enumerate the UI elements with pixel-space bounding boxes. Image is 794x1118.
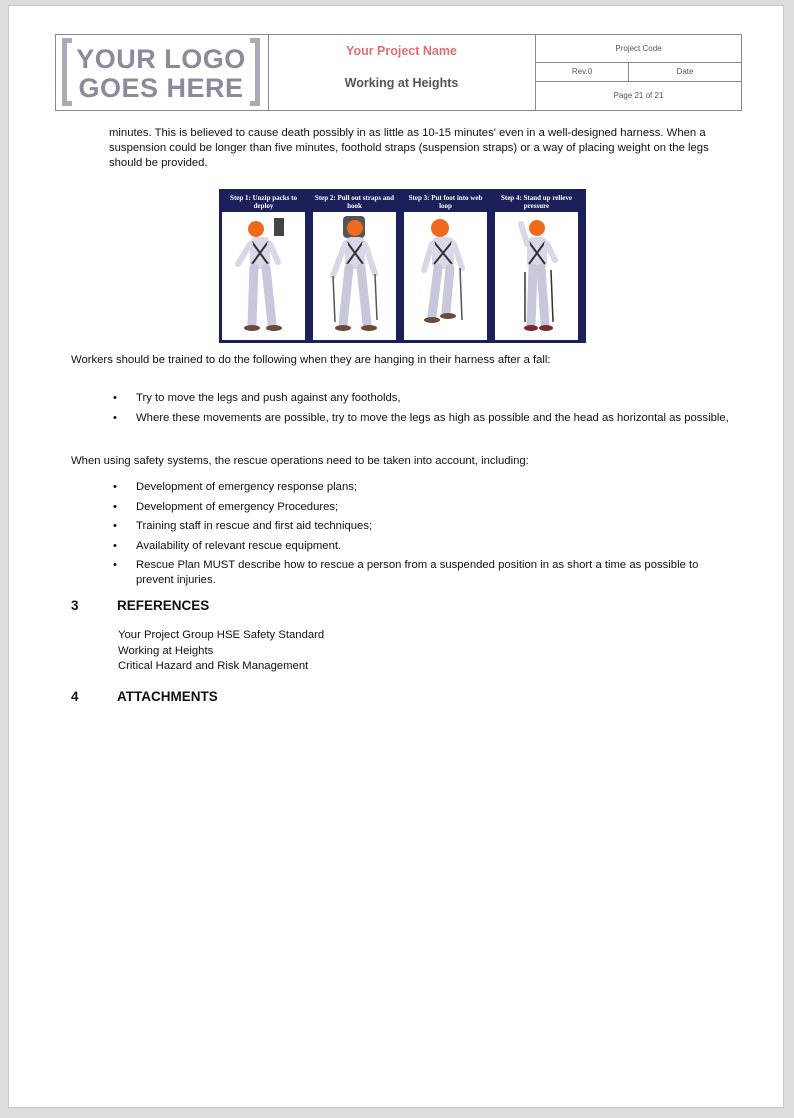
section-number: 3	[71, 598, 79, 613]
section-heading-attachments	[71, 689, 218, 704]
title-cell	[268, 35, 536, 110]
list-item: • Development of emergency response plans;	[113, 480, 733, 495]
page-number: Page 21 of 21	[613, 91, 664, 100]
step-4-illustration	[495, 212, 578, 340]
list-item: • Try to move the legs and push against any footholds,	[113, 391, 733, 406]
project-code: Project Code	[536, 35, 741, 63]
step-3-title: Step 3: Put foot into web loop	[404, 192, 487, 212]
list-item: • Training staff in rescue and first aid techniques;	[113, 519, 733, 534]
step-panel-2	[313, 192, 396, 340]
meta-cell	[536, 35, 741, 110]
document-title: Working at Heights	[344, 76, 459, 90]
reference-item: Working at Heights	[118, 644, 214, 657]
header-table	[55, 34, 742, 111]
step-1-title: Step 1: Unzip packs to deploy	[222, 192, 305, 212]
step-panel-3	[404, 192, 487, 340]
list-item: • Development of emergency Procedures;	[113, 500, 733, 515]
safety-bullet-list	[113, 480, 733, 592]
logo-line-2: GOES HERE	[78, 73, 244, 103]
rev-date-row	[536, 63, 741, 82]
workers-intro: Workers should be trained to do the following when they are hanging in their harness after a fall:	[71, 354, 551, 366]
step-1-illustration	[222, 212, 305, 340]
step-4-title: Step 4: Stand up relieve pressure	[495, 192, 578, 212]
date: Date	[676, 67, 694, 76]
logo-text	[62, 45, 260, 103]
logo-line-1: YOUR LOGO	[76, 44, 246, 74]
list-item: • Rescue Plan MUST describe how to rescue a person from a suspended position in as short a time as possible to prevent injuries.	[113, 558, 733, 587]
section-title: ATTACHMENTS	[117, 689, 218, 704]
step-panel-4	[495, 192, 578, 340]
list-item: • Availability of relevant rescue equipment.	[113, 539, 733, 554]
reference-item: Critical Hazard and Risk Management	[118, 660, 309, 672]
list-item: • Where these movements are possible, try to move the legs as high as possible and the head as horizontal as possible,	[113, 411, 733, 426]
reference-item: Your Project Group HSE Safety Standard	[118, 629, 325, 641]
revision: Rev.0	[536, 63, 629, 81]
section-title: REFERENCES	[117, 598, 210, 613]
safety-intro: When using safety systems, the rescue operations need to be taken into account, including:	[71, 455, 529, 467]
suspension-steps-figure	[219, 189, 586, 343]
document-page	[8, 5, 784, 1108]
step-panel-1	[222, 192, 305, 340]
step-2-illustration	[313, 212, 396, 340]
logo	[62, 38, 260, 106]
section-heading-references	[71, 598, 209, 613]
logo-cell	[56, 35, 269, 110]
step-2-title: Step 2: Pull out straps and hook	[314, 194, 395, 210]
section-number: 4	[71, 689, 79, 704]
workers-bullet-list	[113, 391, 733, 430]
step-3-illustration	[404, 212, 487, 340]
project-name: Your Project Name	[346, 44, 457, 58]
references-list	[118, 628, 324, 675]
intro-paragraph: minutes. This is believed to cause death possibly in as little as 10-15 minutes' even in a well-designed harness. When a suspension could be longer than five minutes, foothold straps (suspension straps) or a way of placing weight on the legs should be provided.	[109, 127, 709, 169]
